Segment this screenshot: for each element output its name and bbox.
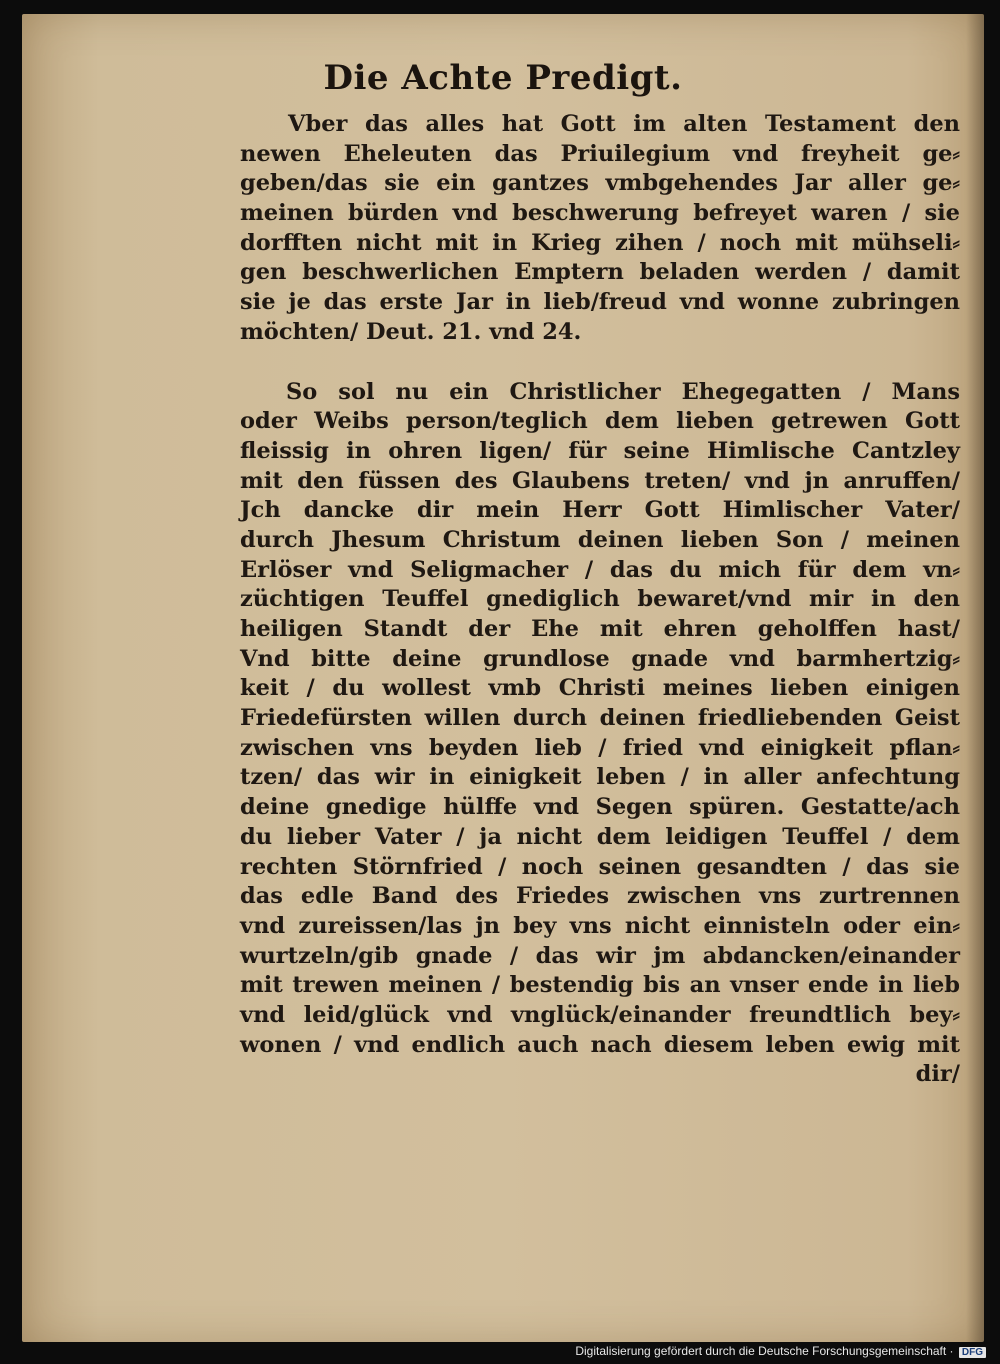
text-line: oder Weibs person/teglich dem lieben getrewen Gott — [240, 408, 960, 435]
text-line: durch Jhesum Christum deinen lieben Son / meinen — [240, 526, 960, 553]
digitization-credit — [0, 1344, 986, 1358]
text-line: newen Eheleuten das Priuilegium vnd freyheit ge⸗ — [240, 140, 960, 167]
text-line: dorfften nicht mit in Krieg zihen / noch mit mühseli⸗ — [240, 229, 960, 256]
text-line: geben/das sie ein gantzes vmbgehendes Jar aller ge⸗ — [240, 170, 960, 197]
text-line: vnd leid/glück vnd vnglück/einander freundtlich bey⸗ — [240, 1001, 960, 1028]
dfg-logo: DFG — [959, 1347, 986, 1358]
text-line: fleissig in ohren ligen/ für seine Himlische Cantzley — [240, 437, 960, 464]
book-page — [22, 14, 984, 1342]
text-line: gen beschwerlichen Emptern beladen werden / damit — [240, 259, 960, 286]
text-line: Friedefürsten willen durch deinen friedliebenden Geist — [240, 705, 960, 732]
text-line: So sol nu ein Christlicher Ehegegatten / Mans — [286, 378, 960, 405]
text-line: keit / du wollest vmb Christi meines lieben einigen — [240, 675, 960, 702]
credit-text: Digitalisierung gefördert durch die Deutsche Forschungsgemeinschaft · — [575, 1344, 954, 1358]
catchword: dir/ — [915, 1061, 960, 1088]
text-line: mit trewen meinen / bestendig bis an vnser ende in lieb — [240, 972, 960, 999]
text-line: du lieber Vater / ja nicht dem leidigen Teuffel / dem — [240, 823, 960, 850]
text-line: das edle Band des Friedes zwischen vns zurtrennen — [240, 883, 960, 910]
paragraph-gap — [240, 348, 960, 378]
text-line: mit den füssen des Glaubens treten/ vnd jn anruffen/ — [240, 467, 960, 494]
text-line: meinen bürden vnd beschwerung befreyet waren / sie — [240, 200, 960, 227]
main-text — [240, 110, 960, 1090]
page-title: Die Achte Predigt. — [323, 58, 683, 98]
text-line: Vnd bitte deine grundlose gnade vnd barmhertzig⸗ — [240, 645, 960, 672]
text-line: tzen/ das wir in einigkeit leben / in aller anfechtung — [240, 764, 960, 791]
text-line: vnd zureissen/las jn bey vns nicht einnisteln oder ein⸗ — [240, 912, 960, 939]
text-line: Vber das alles hat Gott im alten Testament den — [288, 111, 960, 137]
text-line: rechten Störnfried / noch seinen gesandten / das sie — [240, 853, 960, 880]
paragraph-2 — [240, 378, 960, 1061]
text-line: deine gnedige hülffe vnd Segen spüren. Gestatte/ach — [240, 794, 960, 821]
paragraph-1 — [240, 110, 960, 348]
text-line: heiligen Standt der Ehe mit ehren geholffen hast/ — [240, 616, 960, 642]
text-line: züchtigen Teuffel gnediglich bewaret/vnd mir in den — [240, 586, 960, 613]
text-line: Jch dancke dir mein Herr Gott Himlischer Vater/ — [240, 497, 960, 524]
text-line: sie je das erste Jar in lieb/freud vnd wonne zubringen — [240, 289, 960, 316]
text-line: möchten/ Deut. 21. vnd 24. — [240, 318, 582, 345]
text-line: wurtzeln/gib gnade / das wir jm abdancken/einander — [240, 942, 960, 969]
text-line: wonen / vnd endlich auch nach diesem leben ewig mit — [240, 1031, 960, 1058]
text-line: Erlöser vnd Seligmacher / das du mich für dem vn⸗ — [240, 556, 960, 583]
text-line: zwischen vns beyden lieb / fried vnd einigkeit pflan⸗ — [240, 734, 960, 761]
page-spine-shadow — [966, 14, 984, 1342]
